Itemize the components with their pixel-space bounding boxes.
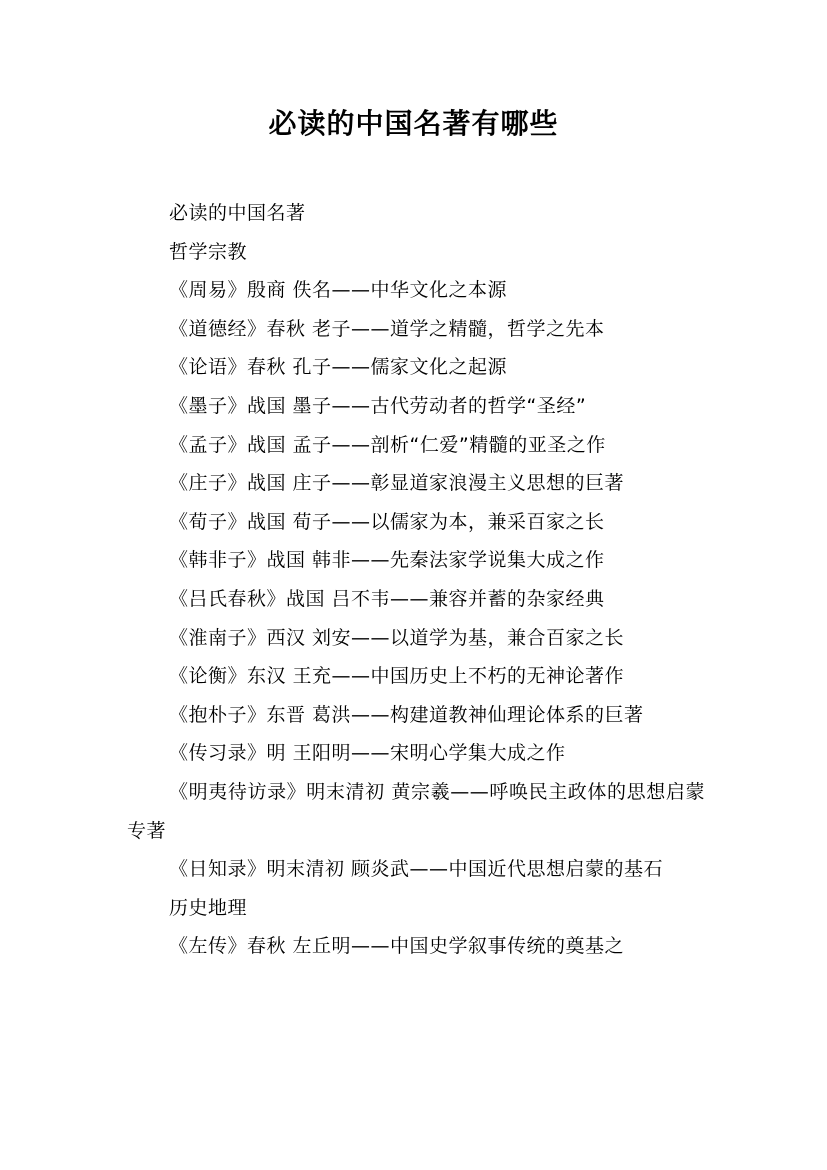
- book-entry: 《论语》春秋 孔子——儒家文化之起源: [169, 356, 508, 379]
- book-entry: 《日知录》明末清初 顾炎武——中国近代思想启蒙的基石: [169, 858, 664, 881]
- section-heading: 哲学宗教: [169, 240, 248, 263]
- book-entry: 《荀子》战国 荀子——以儒家为本，兼采百家之长: [169, 510, 605, 533]
- book-entry: 《论衡》东汉 王充——中国历史上不朽的无神论著作: [169, 665, 625, 688]
- book-entry: 《吕氏春秋》战国 吕不韦——兼容并蓄的杂家经典: [169, 587, 605, 610]
- book-entry: 《孟子》战国 孟子——剖析“仁爱”精髓的亚圣之作: [169, 433, 606, 456]
- book-entry: 《明夷待访录》明末清初 黄宗羲——呼唤民主政体的思想启蒙专著: [127, 780, 705, 842]
- book-entry: 《抱朴子》东晋 葛洪——构建道教神仙理论体系的巨著: [169, 703, 644, 726]
- book-entry: 《庄子》战国 庄子——彰显道家浪漫主义思想的巨著: [169, 472, 625, 495]
- section-heading: 必读的中国名著: [169, 202, 306, 224]
- book-entry: 《韩非子》战国 韩非——先秦法家学说集大成之作: [169, 549, 605, 572]
- book-entry: 《左传》春秋 左丘明——中国史学叙事传统的奠基之: [169, 935, 625, 958]
- page-title: 必读的中国名著有哪些: [268, 107, 559, 140]
- document-body: [127, 194, 705, 966]
- book-entry: 《周易》殷商 佚名——中华文化之本源: [169, 279, 508, 302]
- book-entry: 《道德经》春秋 老子——道学之精髓，哲学之先本: [169, 317, 605, 340]
- section-heading: 历史地理: [169, 896, 248, 919]
- book-entry: 《传习录》明 王阳明——宋明心学集大成之作: [169, 742, 566, 765]
- book-entry: 《墨子》战国 墨子——古代劳动者的哲学“圣经”: [169, 394, 587, 417]
- book-entry: 《淮南子》西汉 刘安——以道学为基，兼合百家之长: [169, 626, 625, 649]
